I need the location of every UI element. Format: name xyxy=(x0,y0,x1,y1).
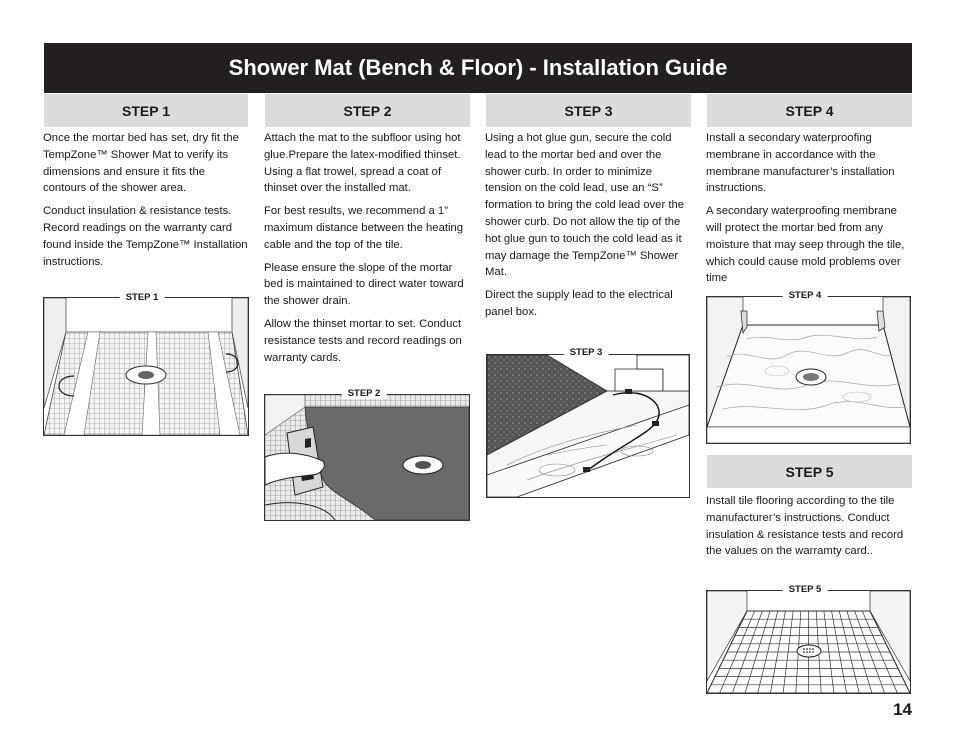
step-1-paragraph: Once the mortar bed has set, dry fit the TempZone™ Shower Mat to verify its dimensions and ensure it fits the contours of the shower area. xyxy=(43,132,239,195)
step-5-figure-label: STEP 5 xyxy=(783,584,828,595)
step-5-heading: STEP 5 xyxy=(707,455,912,488)
step-3-paragraph: Direct the supply lead to the electrical panel box. xyxy=(485,289,673,318)
step-1-figure xyxy=(43,297,249,436)
thinset-trowel-illustration xyxy=(265,395,469,520)
step-5-figure xyxy=(706,590,911,694)
cold-lead-curb-illustration xyxy=(487,355,689,497)
page-title: Shower Mat (Bench & Floor) - Installation Guide xyxy=(228,55,728,80)
step-1-figure-label: STEP 1 xyxy=(120,292,165,303)
page-number: 14 xyxy=(893,700,912,719)
title-bar xyxy=(44,43,912,93)
step-3-text xyxy=(485,130,691,327)
step-2-paragraph: Please ensure the slope of the mortar bed is maintained to direct water toward the shower drain. xyxy=(264,261,464,308)
step-1-text xyxy=(43,130,249,276)
tile-floor-illustration xyxy=(707,591,910,693)
step-3-paragraph: Using a hot glue gun, secure the cold lead to the mortar bed and over the shower curb. In order to minimize tension on the cold lead, use an “S” formation to bring the cold lead over the shower curb. Do not allow the tip of the hot glue gun to touch the cold lead as it may damage the TempZone™ Shower Mat. xyxy=(485,132,685,279)
step-2-paragraph: Allow the thinset mortar to set. Conduct resistance tests and record readings on warranty cards. xyxy=(264,317,462,364)
step-2-figure-label: STEP 2 xyxy=(342,388,387,399)
step-2-figure xyxy=(264,394,470,521)
step-5-text xyxy=(706,493,912,566)
step-4-paragraph: Install a secondary waterproofing membrane in accordance with the membrane manufacturer’s installation instructions. xyxy=(706,132,895,195)
step-2-paragraph: For best results, we recommend a 1” maximum distance between the heating cable and the top of the tile. xyxy=(264,205,464,251)
step-4-heading: STEP 4 xyxy=(707,94,912,127)
step-4-figure xyxy=(706,296,911,444)
step-3-figure xyxy=(486,354,690,498)
step-4-figure-label: STEP 4 xyxy=(783,290,828,301)
step-1-paragraph: Conduct insulation & resistance tests. Record readings on the warranty card found inside the TempZone™ Installation instructions. xyxy=(43,205,248,268)
heating-mat-illustration xyxy=(44,298,248,435)
step-5-paragraph: Install tile flooring according to the tile manufacturer’s instructions. Conduct insulation & resistance tests and record the values on the warramty card.. xyxy=(706,495,904,558)
step-4-text xyxy=(706,130,912,293)
step-1-heading: STEP 1 xyxy=(44,94,248,127)
step-2-paragraph: Attach the mat to the subfloor using hot glue.Prepare the latex-modified thinset. Using a flat trowel, spread a coat of thinset over the installed mat. xyxy=(264,132,461,195)
step-3-heading: STEP 3 xyxy=(486,94,691,127)
step-2-text xyxy=(264,130,470,372)
waterproof-membrane-illustration xyxy=(707,297,910,443)
step-2-heading: STEP 2 xyxy=(265,94,470,127)
step-4-paragraph: A secondary waterproofing membrane will protect the mortar bed from any moisture that may seep through the tile, which could cause mold problems over time xyxy=(706,205,905,285)
step-3-figure-label: STEP 3 xyxy=(564,347,609,358)
